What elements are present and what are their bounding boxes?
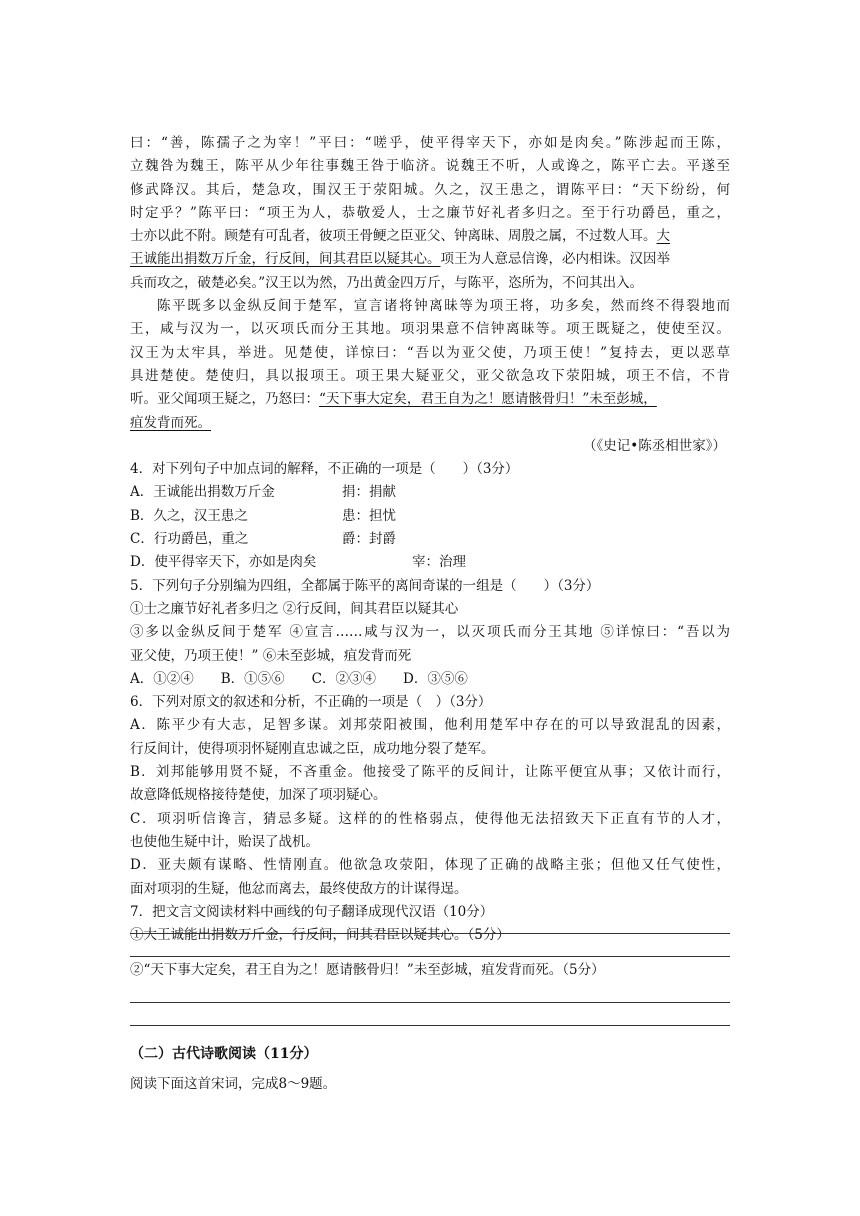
underlined-sentence-2: “天下事大定矣，君王自为之！愿请骸骨归！”未至彭城，	[319, 391, 657, 408]
passage-line: 王，咸与汉为一，以灭项氏而分王其地。项羽果意不信钟离昧等。项王既疑之，使使至汉。	[130, 321, 730, 338]
answer-line	[130, 1025, 730, 1026]
question-6-line: 面对项羽的生疑，他忿而离去，最终使敌方的计谋得逞。	[130, 880, 468, 897]
question-6-line: 行反间计，使得项羽怀疑刚直忠诚之臣，成功地分裂了楚军。	[130, 740, 495, 757]
passage-line: 陈平既多以金纵反间于楚军，宣言诸将钟离昧等为项王将，功多矣，然而终不得裂地而	[157, 298, 730, 315]
question-7-stem: 7．把文言文阅读材料中画线的句子翻译成现代汉语（10分）	[130, 903, 494, 920]
question-4-option: A．王诚能出捐数万斤金 捐：捐献	[130, 484, 396, 501]
question-6-line: D．亚夫颇有谋略、性情刚直。他欲急攻荥阳，体现了正确的战略主张；但他又任气使性，	[130, 857, 730, 874]
passage-line: 立魏咎为魏王，陈平从少年往事魏王咎于临济。说魏王不听，人或谗之，陈平亡去。平遂至	[130, 158, 730, 175]
answer-line	[130, 1002, 730, 1003]
passage	[130, 132, 730, 947]
answer-line	[130, 956, 730, 957]
question-7-item-2: ②“天下事大定矣，君王自为之！愿请骸骨归！”未至彭城，疽发背而死。（5分）	[130, 962, 605, 978]
passage-line: 具进楚使。楚使归，具以报项王。项王果大疑亚父，亚父欲急攻下荥阳城，项王不信，不肯	[130, 367, 730, 384]
underlined-sentence-start: 大	[656, 228, 670, 245]
passage-line	[130, 388, 730, 411]
question-5-line: ③多以金纵反间于楚军 ④宣言……咸与汉为一，以灭项氏而分王其地 ⑤详惊曰：“吾以为	[130, 624, 730, 641]
passage-source: （《史记•陈丞相世家》）	[583, 437, 726, 454]
section-heading: （二）古代诗歌阅读（11分）	[130, 1046, 318, 1062]
passage-text: 士亦以此不附。顾楚有可乱者，彼项王骨鲠之臣亚父、钟离昧、周殷之属，不过数人耳。	[130, 228, 657, 245]
passage-text: 项王为人意忌信谗，必内相诛。汉因举	[440, 251, 670, 268]
question-6-stem: 6．下列对原文的叙述和分析，不正确的一项是（ ）（3分）	[130, 694, 492, 711]
passage-line	[130, 412, 730, 435]
passage-line: 时定乎？”陈平曰：“项王为人，恭敬爱人，士之廉节好礼者多归之。至于行功爵邑，重之，	[130, 204, 730, 221]
passage-line: 曰：“善，陈孺子之为宰！”平曰：“嗟乎，使平得宰天下，亦如是肉矣。”陈涉起而王陈，	[130, 135, 730, 151]
answer-line	[130, 933, 730, 934]
passage-line	[130, 225, 730, 248]
passage-line: 兵而攻之，破楚必矣。”汉王以为然，乃出黄金四万斤，与陈平，恣所为，不问其出入。	[130, 274, 644, 291]
question-6-line: 也使他生疑中计，贻误了战机。	[130, 833, 319, 850]
question-6-line: C．项羽听信谗言，猜忌多疑。这样的的性格弱点，使得他无法招致天下正直有节的人才，	[130, 810, 730, 827]
question-5-stem: 5．下列句子分别编为四组，全都属于陈平的离间奇谋的一组是（ ）（3分）	[130, 577, 600, 594]
question-4-option: B．久之，汉王患之 患：担忧	[130, 507, 396, 524]
question-6-line: B．刘邦能够用贤不疑，不吝重金。他接受了陈平的反间计，让陈平便宜从事；又依计而行，	[130, 764, 730, 781]
section-intro: 阅读下面这首宋词，完成8～9题。	[130, 1076, 337, 1092]
question-4-stem: 4．对下列句子中加点词的解释，不正确的一项是（ ）（3分）	[130, 461, 519, 478]
question-6-line: A．陈平少有大志，足智多谋。刘邦荥阳被围，他利用楚军中存在的可以导致混乱的因素，	[130, 717, 730, 734]
passage-line: 汉王为太牢具，举进。见楚使，详惊曰：“吾以为亚父使，乃项王使！”复持去，更以恶草	[130, 344, 730, 361]
question-4-option: D．使平得宰天下，亦如是肉矣 宰：治理	[130, 554, 466, 571]
question-5-line: ①士之廉节好礼者多归之 ②行反间，间其君臣以疑其心	[130, 600, 459, 617]
question-5-line: 亚父使，乃项王使！” ⑥未至彭城，疽发背而死	[130, 647, 412, 664]
question-4-option: C．行功爵邑，重之 爵：封爵	[130, 531, 396, 548]
passage-line: 修武降汉。其后，楚急攻，围汉王于荥阳城。久之，汉王患之，谓陈平曰：“天下纷纷，何	[130, 181, 730, 198]
question-6-line: 故意降低规格接待楚使，加深了项羽疑心。	[130, 787, 387, 804]
underlined-sentence-2-end: 疽发背而死。	[130, 414, 211, 431]
question-5-choices: A．①②④ B．①⑤⑥ C．②③④ D．③⑤⑥	[130, 670, 468, 687]
question-7-item-1: ①大王诚能出捐数万斤金，行反间，间其君臣以疑其心。（5分）	[130, 927, 510, 944]
passage-text: 听。亚父闻项王疑之，乃怒曰：	[130, 391, 319, 408]
passage-line	[130, 248, 730, 271]
underlined-sentence-1: 王诚能出捐数万斤金，行反间，间其君臣以疑其心。	[130, 251, 441, 268]
